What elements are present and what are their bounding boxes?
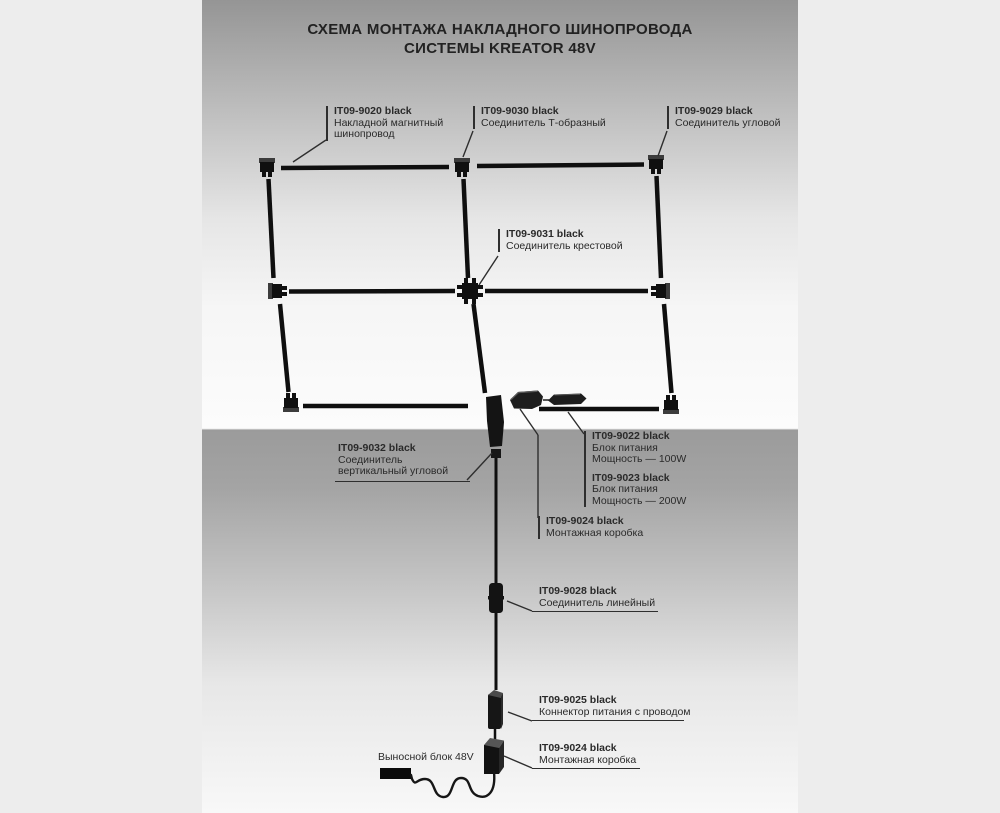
callout-line [520, 409, 538, 435]
callout-vertical-corner-connector [335, 443, 470, 482]
callout-power-supply-100w [592, 431, 686, 466]
scheme-photo [202, 0, 798, 813]
part-code: IT09-9025 black [539, 694, 617, 706]
power-supply-icon [510, 391, 587, 410]
part-desc: Блок питания [592, 483, 658, 495]
part-desc: Монтажная коробка [546, 526, 644, 539]
part-desc: Соединитель крестовой [506, 239, 623, 252]
page-title-line2: СИСТЕМЫ KREATOR 48V [404, 40, 596, 57]
part-code: IT09-9022 black [592, 430, 670, 442]
part-code: IT09-9032 black [338, 442, 416, 454]
part-desc: Соединитель [338, 453, 403, 466]
part-code: IT09-9030 black [481, 105, 559, 117]
callout-mounting-box-top [538, 516, 643, 539]
part-desc: Блок питания [592, 441, 658, 454]
callout-line [467, 453, 492, 480]
part-desc: Монтажная коробка [539, 753, 637, 766]
corner-connector-icon [648, 155, 664, 174]
part-desc: Соединитель Т-образный [481, 116, 606, 129]
callout-line [658, 131, 667, 156]
remote-block-icon [380, 768, 411, 779]
part-code: IT09-9029 black [675, 105, 753, 117]
callout-t-connector [473, 106, 606, 129]
callout-line [504, 756, 532, 768]
part-code: IT09-9031 black [506, 228, 584, 240]
corner-connector-icon [283, 393, 299, 412]
callout-cross-connector [498, 229, 623, 252]
vertical-corner-connector-icon [486, 395, 504, 458]
callout-power-supply-200w [592, 473, 686, 508]
part-desc: Мощность — 100W [592, 453, 687, 465]
callout-line [463, 131, 473, 157]
callout-linear-connector [532, 586, 658, 612]
linear-connector-icon [488, 583, 504, 613]
callout-track [326, 106, 443, 141]
callout-line [479, 256, 498, 285]
mounting-box-icon [484, 738, 504, 774]
track-segment [280, 304, 289, 392]
page-title-line1: СХЕМА МОНТАЖА НАКЛАДНОГО ШИНОПРОВОДА [307, 21, 693, 38]
part-code: IT09-9023 black [592, 471, 670, 484]
callout-line [508, 712, 532, 721]
part-code: IT09-9024 black [539, 742, 617, 754]
callout-mounting-box-bottom [532, 743, 640, 769]
corner-connector-icon [259, 158, 275, 177]
power-connector-icon [488, 690, 503, 729]
part-code: IT09-9024 black [546, 515, 624, 527]
t-connector-icon [651, 283, 670, 299]
track-segment [464, 179, 469, 278]
part-desc: шинопровод [334, 128, 395, 140]
corner-connector-icon [663, 395, 679, 414]
track-segment [269, 179, 274, 278]
part-code: IT09-9020 black [334, 105, 412, 117]
track-segment [281, 167, 449, 168]
remote-block-label: Выносной блок 48V [378, 751, 474, 763]
part-desc: Коннектор питания с проводом [539, 705, 691, 718]
callout-power-connector [532, 694, 691, 721]
track-segment [289, 291, 455, 292]
part-code: IT09-9028 black [539, 585, 617, 597]
track-segment [474, 304, 486, 393]
t-connector-icon [454, 158, 470, 177]
callout-line [293, 140, 326, 162]
callout-line [507, 601, 532, 611]
t-connector-icon [268, 283, 287, 299]
part-desc: Соединитель линейный [539, 596, 656, 609]
part-desc: вертикальный угловой [338, 465, 449, 477]
part-desc: Накладной магнитный [334, 116, 444, 129]
part-desc: Мощность — 200W [592, 494, 687, 507]
cross-connector-icon [457, 278, 483, 304]
callout-power-supplies [584, 431, 686, 507]
part-desc: Соединитель угловой [675, 116, 781, 129]
power-cable-icon [411, 772, 494, 797]
track-segment [664, 304, 672, 393]
track-segment [657, 176, 662, 278]
track-segment [477, 165, 644, 167]
callout-corner-connector [667, 106, 780, 129]
callout-line [568, 412, 584, 434]
